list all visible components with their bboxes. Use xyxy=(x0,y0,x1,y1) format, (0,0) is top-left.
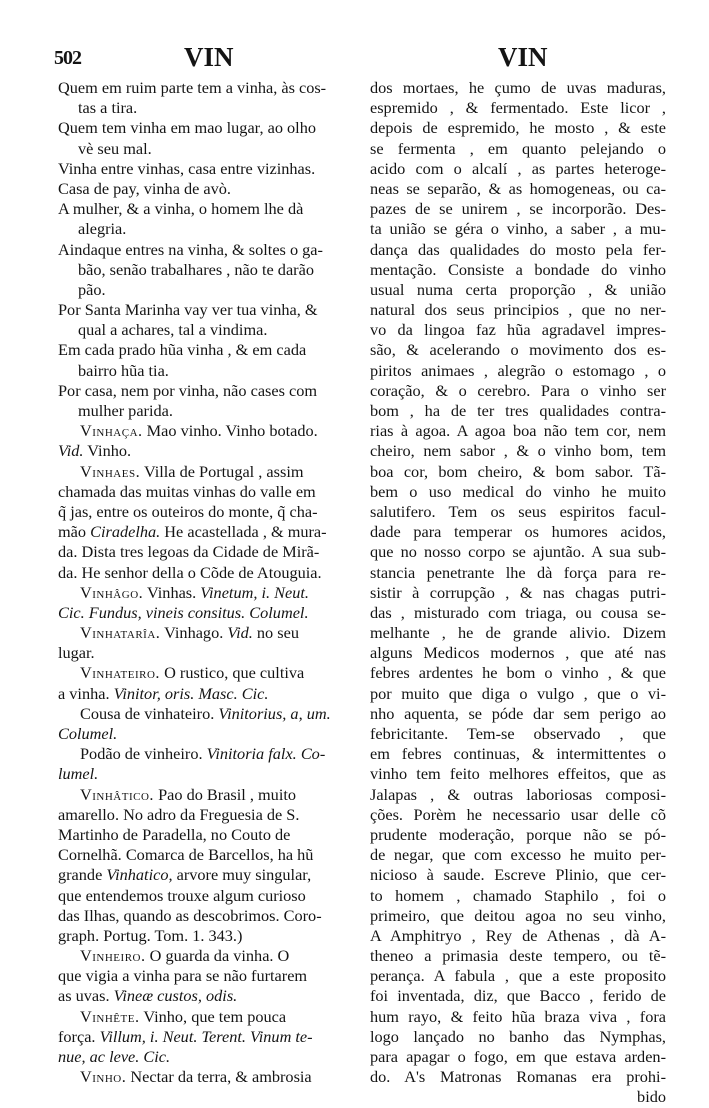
latin-italic: Columel. xyxy=(58,724,118,743)
text-line: salutifero. Tem os seus espiritos facul- xyxy=(370,501,666,521)
text-run: que entendemos trouxe algum curioso xyxy=(58,885,306,905)
text-line: alguns Medicos modernos , que até nas xyxy=(370,643,666,663)
text-line: de negar, que com excesso he muito per- xyxy=(370,845,666,865)
text-line xyxy=(58,401,352,421)
text-line: nicioso à saude. Escreve Plinio, que cer- xyxy=(370,865,666,885)
text-line xyxy=(58,118,352,138)
text-run: graph. Portug. Tom. 1. 343.) xyxy=(58,925,243,945)
latin-italic: Villum, i. Neut. Terent. Vinum te- xyxy=(99,1026,313,1046)
text-line: dos mortaes, he çumo de uvas maduras, xyxy=(370,78,666,97)
latin-italic: Vinhatico, xyxy=(106,865,173,885)
text-line: pazes de se unirem , se incorporão. Des- xyxy=(370,199,666,219)
text-line xyxy=(58,502,352,522)
text-line xyxy=(58,1007,352,1027)
latin-italic: nue, ac leve. Cic. xyxy=(58,1047,171,1066)
text-run: Martinho de Paradella, no Couto de xyxy=(58,824,291,844)
text-line: foi inventada, diz, que Bacco , ferido de xyxy=(370,986,666,1006)
text-run: Pao do Brasil , muito xyxy=(154,784,297,804)
text-line: prudente moderação, porque não se pó- xyxy=(370,824,666,844)
text-run: chamada das muitas vinhas do valle em xyxy=(58,481,316,501)
entry-headword: Vinhateiro. xyxy=(80,663,160,683)
text-line xyxy=(58,1027,352,1047)
text-line: febres ardentes he bom o vinho , & que xyxy=(370,663,666,683)
text-line: sistir à corrupção , & nas chagas putri- xyxy=(370,582,666,602)
entry-headword: Vinhâtico. xyxy=(80,784,154,804)
text-line: se fermenta , em quanto pelejando o xyxy=(370,138,666,158)
text-line xyxy=(58,704,352,724)
text-line xyxy=(58,986,352,1006)
text-line: acido com o alcalí , as partes heteroge- xyxy=(370,158,666,178)
text-line xyxy=(58,764,352,784)
text-line: ta união se géra o vinho, a saber , a mu- xyxy=(370,219,666,239)
text-run: Vinha entre vinhas, casa entre vizinhas. xyxy=(58,158,316,178)
text-line xyxy=(58,340,352,360)
text-line: rias à agoa. A agoa boa não tem cor, nem xyxy=(370,421,666,441)
text-line xyxy=(58,542,352,562)
text-run: O rustico, que cultiva xyxy=(160,663,305,683)
text-line: coração, & o cerebro. Para o vinho ser xyxy=(370,380,666,400)
entry-headword: Vinheiro. xyxy=(80,946,146,966)
text-run: Casa de pay, vinha de avò. xyxy=(58,178,232,198)
text-line xyxy=(58,583,352,603)
text-line xyxy=(58,441,352,461)
text-line xyxy=(58,1067,352,1087)
latin-italic: Ciradelha. xyxy=(90,522,161,542)
text-run: Por casa, nem por vinha, não cases com xyxy=(58,380,318,400)
entry-headword: Vinho. xyxy=(80,1067,127,1087)
text-run: vè seu mal. xyxy=(78,138,152,158)
running-head-left: VIN xyxy=(184,42,234,72)
text-line xyxy=(58,320,352,340)
text-line xyxy=(58,865,352,885)
text-run: força. xyxy=(58,1026,100,1046)
text-run: Por Santa Marinha vay ver tua vinha, & xyxy=(58,300,318,320)
text-line: do. A's Matronas Romanas era prohi- xyxy=(370,1067,666,1087)
text-run: arvore muy singular, xyxy=(172,865,312,885)
text-line xyxy=(58,139,352,159)
text-run: a vinha. xyxy=(58,683,114,703)
text-run: no seu xyxy=(252,623,299,643)
text-line: stancia penetrante lhe dà força para re- xyxy=(370,562,666,582)
text-line: melhante , he de grande alivio. Dizem xyxy=(370,623,666,643)
text-run: alegria. xyxy=(78,219,127,239)
latin-italic: lumel. xyxy=(58,764,99,784)
text-line: boa cor, bom cheiro, & bom sabor. Tã- xyxy=(370,461,666,481)
latin-italic: Cic. Fundus, vineis consitus. Columel. xyxy=(58,602,309,622)
text-run: Mao vinho. Vinho botado. xyxy=(142,421,318,441)
text-run: Quem tem vinha em mao lugar, ao olho xyxy=(58,118,316,138)
entry-headword: Vinhaes. xyxy=(80,461,141,481)
text-line xyxy=(58,421,352,441)
text-run: Vinho. xyxy=(83,441,132,461)
text-run: que vigia a vinha para se não furtarem xyxy=(58,966,308,986)
text-line xyxy=(58,563,352,583)
text-run: da. Dista tres legoas da Cidade de Mirã- xyxy=(58,542,320,562)
text-line xyxy=(58,522,352,542)
text-run: Vinhas. xyxy=(143,582,201,602)
text-run: das Ilhas, quando as descobrimos. Coro- xyxy=(58,905,322,925)
text-line: espremido , & fermentado. Este licor , xyxy=(370,98,666,118)
text-run: Cousa de vinhateiro. xyxy=(80,703,219,723)
text-run: Vinho, que tem pouca xyxy=(139,1006,287,1026)
text-run: as uvas. xyxy=(58,986,114,1006)
text-line: perança. A fabula , que a este proposito xyxy=(370,966,666,986)
text-line: depois de espremido, he mosto , & este xyxy=(370,118,666,138)
text-run: bairro hũa tia. xyxy=(78,360,169,380)
latin-italic: Vinetum, i. Neut. xyxy=(200,582,309,602)
text-line xyxy=(58,98,352,118)
text-run: bão, senão trabalhares , não te darão xyxy=(78,259,314,279)
text-line xyxy=(58,381,352,401)
text-run: He acastellada , & mura- xyxy=(160,522,327,542)
text-line xyxy=(58,260,352,280)
text-line: vo da lingoa faz hũa agradavel impres- xyxy=(370,320,666,340)
text-run: Villa de Portugal , assim xyxy=(140,461,304,481)
text-line xyxy=(58,1047,352,1067)
text-run: q̃ jas, entre os outeiros do monte, q̃ cha- xyxy=(58,501,318,521)
text-line: febricitante. Tem-se observado , que xyxy=(370,724,666,743)
text-run: O guarda da vinha. O xyxy=(145,946,290,966)
text-run: A mulher, & a vinha, o homem lhe dà xyxy=(58,199,304,219)
text-run: Aindaque entres na vinha, & soltes o ga- xyxy=(58,239,323,259)
text-line: natural dos seus principios , que no ner- xyxy=(370,300,666,320)
text-line xyxy=(58,926,352,946)
text-line xyxy=(58,845,352,865)
text-line xyxy=(58,825,352,845)
text-run: Vinhago. xyxy=(160,623,228,643)
entry-headword: Vinhâgo. xyxy=(80,582,144,602)
text-run: Cornelhã. Comarca de Barcellos, ha hũ xyxy=(58,845,314,865)
text-line: nho aquenta, se póde dar sem perigo ao xyxy=(370,703,666,723)
text-line: bom , ha de ter tres qualidades contra- xyxy=(370,401,666,420)
text-line xyxy=(58,966,352,986)
text-line: dança das qualidades do mosto pela fer- xyxy=(370,239,666,259)
text-line xyxy=(58,946,352,966)
text-line xyxy=(58,240,352,260)
catchword: bido xyxy=(637,1087,666,1107)
text-line xyxy=(58,219,352,239)
text-line xyxy=(58,906,352,926)
text-line xyxy=(58,603,352,623)
text-run: Quem em ruim parte tem a vinha, às cos- xyxy=(58,78,327,97)
running-head-right: VIN xyxy=(498,42,548,72)
latin-italic: Vinitorius, a, um. xyxy=(218,703,331,723)
text-line xyxy=(58,179,352,199)
text-line: dade para temperar os humores acidos, xyxy=(370,522,666,542)
entry-headword: Vinhête. xyxy=(80,1006,140,1026)
entry-headword: Vinhatarîa. xyxy=(80,623,161,643)
text-line: theneo a primasia deste tempero, ou tẽ- xyxy=(370,946,666,966)
text-line xyxy=(58,159,352,179)
text-run: Podão de vinheiro. xyxy=(80,744,207,764)
left-column xyxy=(58,78,352,1087)
text-line xyxy=(58,280,352,300)
right-column xyxy=(370,78,666,1108)
text-line: em febres continuas, & intermittentes o xyxy=(370,744,666,764)
text-line: usual numa certa proporção , & união xyxy=(370,279,666,299)
entry-headword: Vinhaça. xyxy=(80,421,143,441)
text-run: qual a achares, tal a vindima. xyxy=(78,320,268,340)
text-line xyxy=(58,462,352,482)
text-line xyxy=(58,805,352,825)
text-line: primeiro, que deitou agoa no seu vinho, xyxy=(370,905,666,925)
text-line: são, & acelerando o movimento dos es- xyxy=(370,340,666,360)
text-line: to homem , chamado Staphilo , foi o xyxy=(370,885,666,905)
text-run: da. He senhor della o Cõde de Atouguia. xyxy=(58,562,322,582)
text-run: amarello. No adro da Freguesia de S. xyxy=(58,804,300,824)
text-run: grande xyxy=(58,865,107,885)
text-line: vinho tem feito melhores effeitos, que as xyxy=(370,764,666,784)
text-line xyxy=(58,199,352,219)
latin-italic: Vinitor, oris. Masc. Cic. xyxy=(113,683,269,703)
text-line xyxy=(58,744,352,764)
text-line: hum rayo, & feito hũa braza viva , fora xyxy=(370,1006,666,1026)
text-line xyxy=(58,361,352,381)
latin-italic: Vid. xyxy=(58,441,84,461)
latin-italic: Vineæ custos, odis. xyxy=(113,986,238,1006)
text-line: A Amphitryo , Rey de Athenas , dà A- xyxy=(370,925,666,945)
text-line xyxy=(58,623,352,643)
text-run: Nectar da terra, & ambrosia xyxy=(126,1067,312,1087)
text-run: lugar. xyxy=(58,643,95,663)
text-line xyxy=(58,482,352,502)
latin-italic: Vid. xyxy=(227,623,253,643)
text-line xyxy=(58,643,352,663)
text-line xyxy=(58,78,352,98)
text-line: das , misturado com triaga, ou cousa se- xyxy=(370,602,666,622)
latin-italic: Vinitoria falx. Co- xyxy=(206,744,326,764)
text-line: neas se separão, & as homogeneas, ou ca- xyxy=(370,178,666,198)
text-line xyxy=(58,663,352,683)
text-line: piritos animaes , alegrão o estomago , o xyxy=(370,360,666,380)
text-run: tas a tira. xyxy=(78,98,138,118)
page-number: 502 xyxy=(54,47,81,69)
text-line xyxy=(58,724,352,744)
text-line xyxy=(58,886,352,906)
text-line xyxy=(58,684,352,704)
text-line: por muito que diga o vulgo , que o vi- xyxy=(370,683,666,703)
text-line: que no nosso corpo se ajuntão. A sua sub- xyxy=(370,542,666,562)
text-run: mão xyxy=(58,522,91,542)
text-line: logo lançado no banho das Nymphas, xyxy=(370,1026,666,1046)
text-line xyxy=(58,300,352,320)
text-line: para apagar o fogo, em que estava arden- xyxy=(370,1047,666,1066)
text-line: ções. Porèm he necessario usar delle cõ xyxy=(370,804,666,824)
text-line xyxy=(58,785,352,805)
text-run: pão. xyxy=(78,279,106,299)
text-run: Em cada prado hũa vinha , & em cada xyxy=(58,340,307,360)
text-line: mentação. Consiste a bondade do vinho xyxy=(370,259,666,279)
text-line: cheiro, nem sabor , & o vinho bom, tem xyxy=(370,441,666,461)
text-line: Jalapas , & outras laboriosas composi- xyxy=(370,784,666,804)
text-line: bem o uso medical do vinho he muito xyxy=(370,481,666,501)
text-run: mulher parida. xyxy=(78,401,173,420)
